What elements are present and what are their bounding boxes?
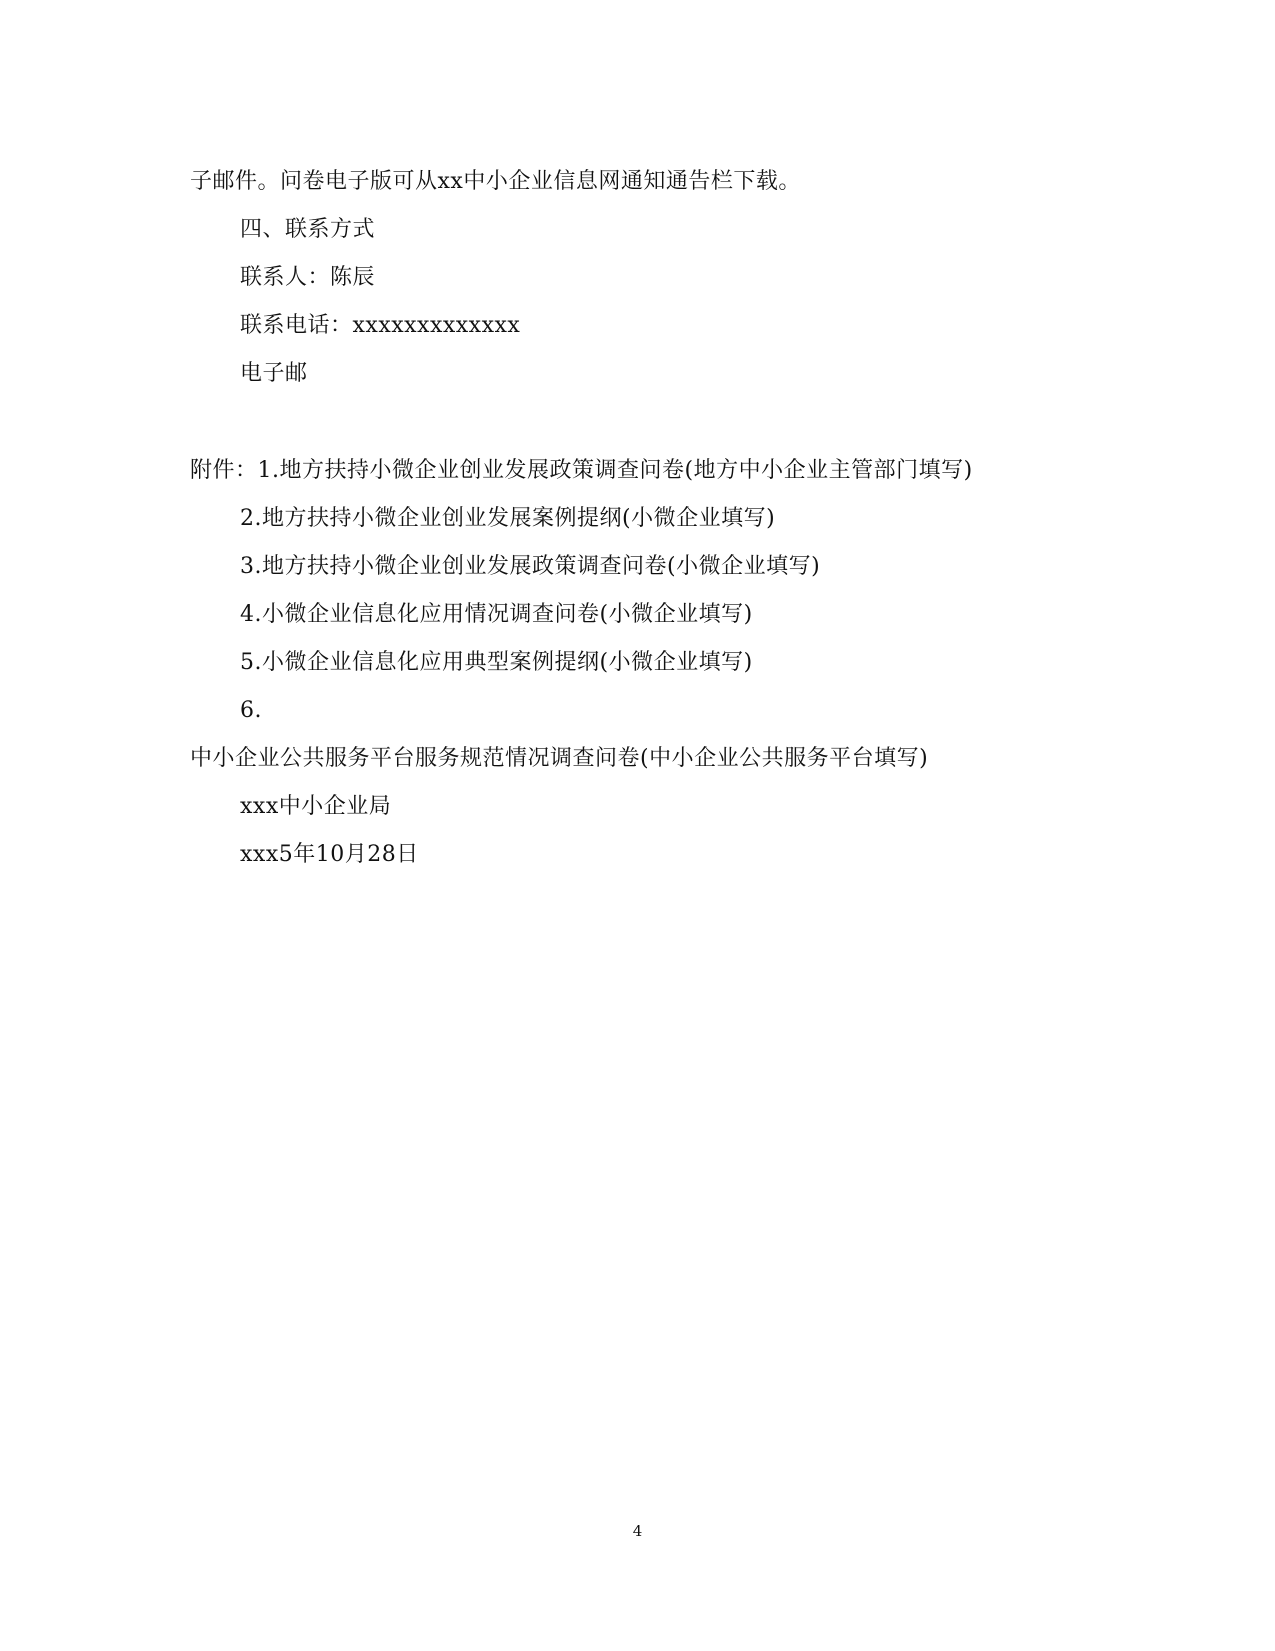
attachment-3: 3.地方扶持小微企业创业发展政策调查问卷(小微企业填写) bbox=[240, 554, 821, 579]
attachment-4: 4.小微企业信息化应用情况调查问卷(小微企业填写) bbox=[240, 602, 753, 627]
section-heading-contact: 四、联系方式 bbox=[240, 217, 376, 242]
attachment-6-number: 6. bbox=[240, 698, 262, 723]
attachment-5: 5.小微企业信息化应用典型案例提纲(小微企业填写) bbox=[240, 650, 753, 675]
contact-phone: 联系电话：xxxxxxxxxxxxx bbox=[240, 313, 521, 338]
issue-date: xxx5年10月28日 bbox=[240, 842, 419, 867]
page-number: 4 bbox=[632, 1522, 643, 1540]
contact-email: 电子邮 bbox=[240, 361, 308, 386]
paragraph-email-download: 子邮件。问卷电子版可从xx中小企业信息网通知通告栏下载。 bbox=[190, 169, 801, 194]
issuer-name: xxx中小企业局 bbox=[240, 794, 392, 819]
contact-person: 联系人：陈辰 bbox=[240, 265, 376, 290]
attachment-6-title: 中小企业公共服务平台服务规范情况调查问卷(中小企业公共服务平台填写) bbox=[190, 746, 929, 771]
attachment-1: 附件：1.地方扶持小微企业创业发展政策调查问卷(地方中小企业主管部门填写) bbox=[190, 458, 973, 483]
attachment-2: 2.地方扶持小微企业创业发展案例提纲(小微企业填写) bbox=[240, 506, 776, 531]
